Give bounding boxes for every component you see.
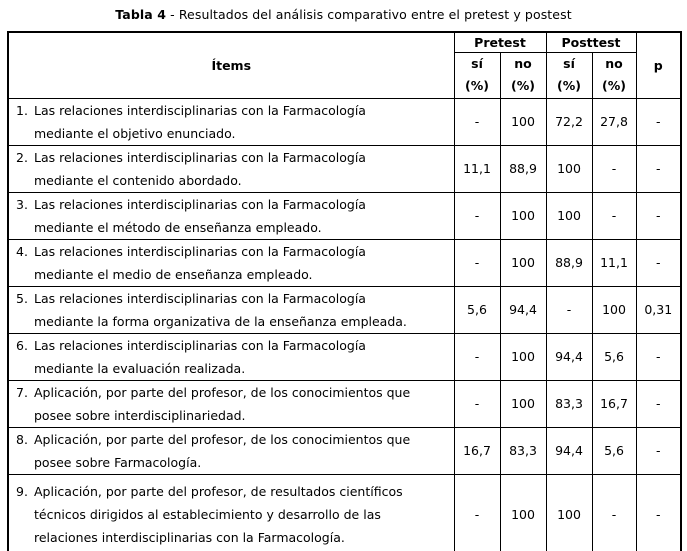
item-text-line: mediante el objetivo enunciado. <box>34 125 236 141</box>
table-row <box>8 333 681 380</box>
pretest-si-cell: - <box>454 239 500 286</box>
table-row <box>8 474 681 551</box>
pretest-no-cell: 100 <box>500 380 546 427</box>
posttest-no-header <box>592 52 636 98</box>
pretest-no-header-unit: (%) <box>511 78 535 93</box>
item-cell <box>8 192 454 239</box>
posttest-no-cell: 16,7 <box>592 380 636 427</box>
pretest-si-header-label: sí <box>471 56 483 71</box>
pretest-no-cell: 83,3 <box>500 427 546 474</box>
item-text-line: mediante la evaluación realizada. <box>34 360 246 376</box>
pretest-no-header-label: no <box>514 56 532 71</box>
item-text-line: mediante el método de enseñanza empleado. <box>34 219 322 235</box>
posttest-si-cell: - <box>546 286 592 333</box>
pretest-si-cell: - <box>454 380 500 427</box>
posttest-si-header-unit: (%) <box>557 78 581 93</box>
pretest-no-cell: 94,4 <box>500 286 546 333</box>
posttest-group-header: Posttest <box>546 32 636 52</box>
p-cell: - <box>636 239 681 286</box>
pretest-no-cell: 88,9 <box>500 145 546 192</box>
pretest-si-cell: 5,6 <box>454 286 500 333</box>
item-text-line: técnicos dirigidos al establecimiento y desarrollo de las <box>34 507 381 523</box>
item-text-line: mediante el medio de enseñanza empleado. <box>34 266 313 282</box>
pretest-si-cell: 11,1 <box>454 145 500 192</box>
item-text-line: Las relaciones interdisciplinarias con la Farmacología <box>34 149 366 165</box>
pretest-no-cell: 100 <box>500 98 546 145</box>
table-caption-label: Tabla 4 <box>115 7 167 22</box>
p-cell: - <box>636 333 681 380</box>
posttest-no-cell: - <box>592 474 636 551</box>
table-header <box>8 32 681 98</box>
item-cell <box>8 474 454 551</box>
posttest-si-cell: 94,4 <box>546 333 592 380</box>
posttest-si-cell: 83,3 <box>546 380 592 427</box>
posttest-no-cell: - <box>592 192 636 239</box>
posttest-si-header-label: sí <box>563 56 575 71</box>
item-number: 2. <box>16 149 28 165</box>
pretest-si-cell: - <box>454 98 500 145</box>
p-column-header: p <box>636 32 681 98</box>
posttest-no-cell: 27,8 <box>592 98 636 145</box>
posttest-si-cell: 94,4 <box>546 427 592 474</box>
posttest-no-cell: 5,6 <box>592 333 636 380</box>
pretest-si-cell: - <box>454 333 500 380</box>
item-cell <box>8 98 454 145</box>
item-text-line: Las relaciones interdisciplinarias con la Farmacología <box>34 243 366 259</box>
pretest-no-cell: 100 <box>500 192 546 239</box>
item-number: 5. <box>16 290 28 306</box>
p-cell: 0,31 <box>636 286 681 333</box>
item-number: 4. <box>16 243 28 259</box>
item-number: 3. <box>16 196 28 212</box>
p-cell: - <box>636 474 681 551</box>
item-text-line: Aplicación, por parte del profesor, de los conocimientos que <box>34 384 411 400</box>
posttest-no-header-label: no <box>605 56 623 71</box>
posttest-no-cell: 5,6 <box>592 427 636 474</box>
item-cell <box>8 239 454 286</box>
item-text-line: Las relaciones interdisciplinarias con la Farmacología <box>34 102 366 118</box>
item-text-line: Las relaciones interdisciplinarias con la Farmacología <box>34 196 366 212</box>
table-row <box>8 98 681 145</box>
item-number: 8. <box>16 431 28 447</box>
item-number: 7. <box>16 384 28 400</box>
pretest-si-cell: - <box>454 474 500 551</box>
p-cell: - <box>636 380 681 427</box>
posttest-no-cell: - <box>592 145 636 192</box>
pretest-si-cell: 16,7 <box>454 427 500 474</box>
posttest-no-cell: 11,1 <box>592 239 636 286</box>
pretest-group-header: Pretest <box>454 32 546 52</box>
posttest-si-cell: 100 <box>546 474 592 551</box>
table-row <box>8 380 681 427</box>
item-cell <box>8 380 454 427</box>
item-cell <box>8 427 454 474</box>
item-text-line: relaciones interdisciplinarias con la Farmacología. <box>34 530 345 546</box>
item-text-line: Aplicación, por parte del profesor, de resultados científicos <box>34 484 403 500</box>
table-body <box>8 98 681 551</box>
pretest-no-cell: 100 <box>500 474 546 551</box>
posttest-si-cell: 100 <box>546 192 592 239</box>
pretest-no-cell: 100 <box>500 333 546 380</box>
item-number: 1. <box>16 102 28 118</box>
p-cell: - <box>636 427 681 474</box>
p-cell: - <box>636 98 681 145</box>
table-row <box>8 427 681 474</box>
pretest-si-header-unit: (%) <box>465 78 489 93</box>
posttest-si-cell: 100 <box>546 145 592 192</box>
posttest-no-header-unit: (%) <box>602 78 626 93</box>
table-row <box>8 239 681 286</box>
item-text-line: posee sobre Farmacología. <box>34 454 202 470</box>
item-text-line: Las relaciones interdisciplinarias con la Farmacología <box>34 337 366 353</box>
table-caption <box>7 7 680 23</box>
item-text-line: posee sobre interdisciplinariedad. <box>34 407 246 423</box>
pretest-no-header <box>500 52 546 98</box>
item-text-line: Aplicación, por parte del profesor, de los conocimientos que <box>34 431 411 447</box>
pretest-no-cell: 100 <box>500 239 546 286</box>
pretest-si-cell: - <box>454 192 500 239</box>
table-row <box>8 145 681 192</box>
item-number: 6. <box>16 337 28 353</box>
posttest-si-cell: 88,9 <box>546 239 592 286</box>
header-row-groups <box>8 32 681 52</box>
p-cell: - <box>636 145 681 192</box>
table-row <box>8 286 681 333</box>
item-text-line: Las relaciones interdisciplinarias con la Farmacología <box>34 290 366 306</box>
posttest-si-header <box>546 52 592 98</box>
pretest-si-header <box>454 52 500 98</box>
item-number: 9. <box>16 484 28 500</box>
item-text-line: mediante el contenido abordado. <box>34 172 242 188</box>
posttest-no-cell: 100 <box>592 286 636 333</box>
item-text-line: mediante la forma organizativa de la enseñanza empleada. <box>34 313 407 329</box>
table-row <box>8 192 681 239</box>
p-cell: - <box>636 192 681 239</box>
item-cell <box>8 286 454 333</box>
item-cell <box>8 145 454 192</box>
posttest-si-cell: 72,2 <box>546 98 592 145</box>
table-caption-text: - Resultados del análisis comparativo entre el pretest y postest <box>170 7 572 22</box>
items-column-header: Ítems <box>8 32 454 98</box>
item-cell <box>8 333 454 380</box>
results-table <box>7 31 682 551</box>
